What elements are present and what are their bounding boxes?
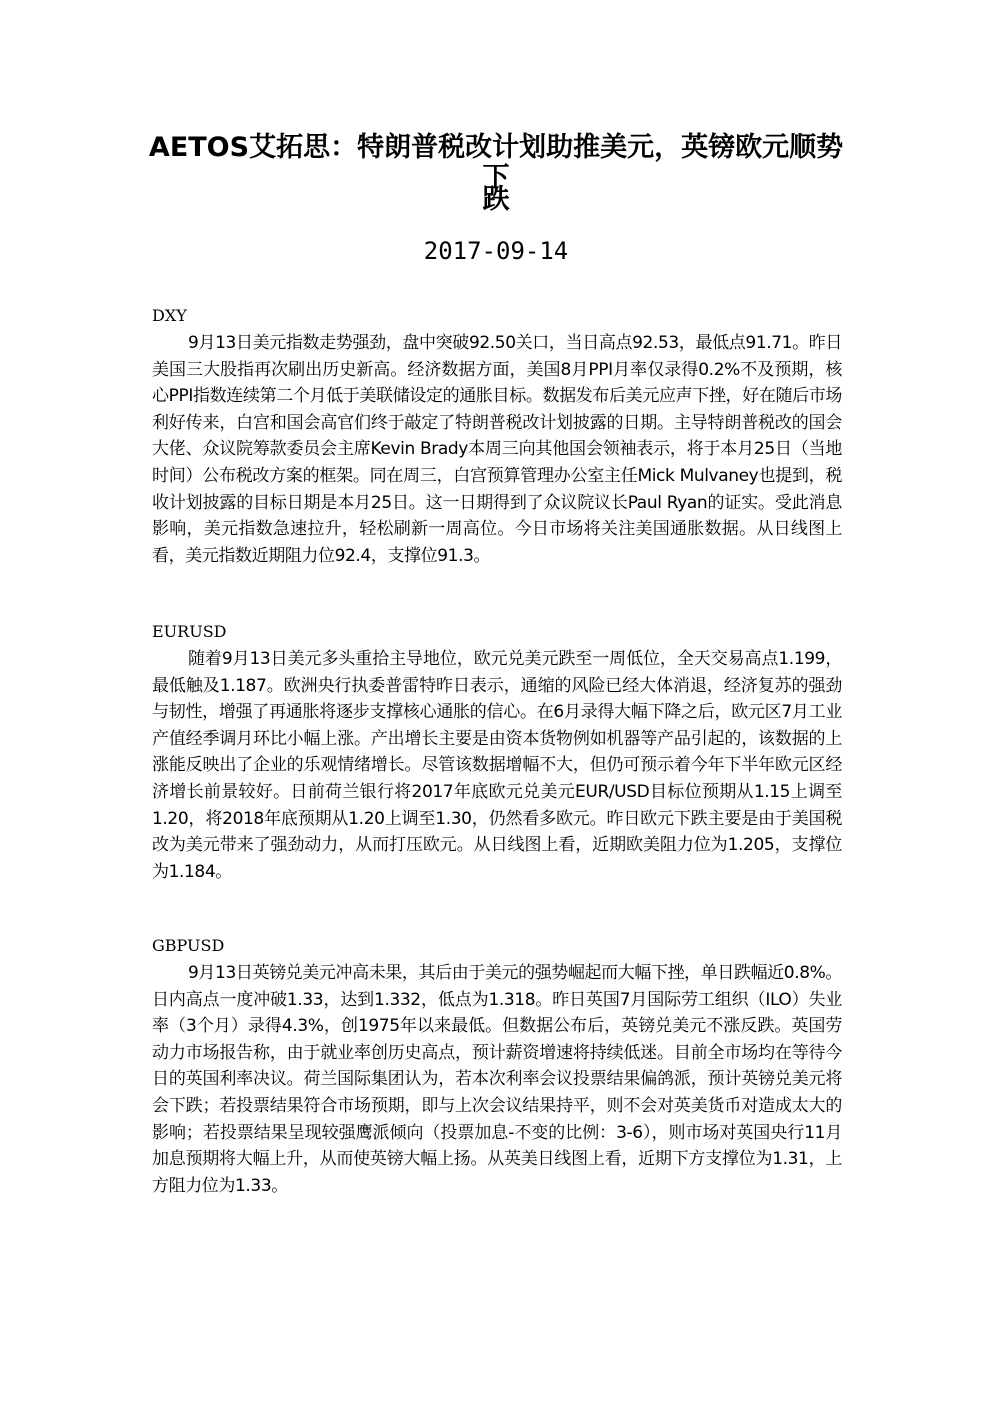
section-heading: DXY — [152, 306, 187, 325]
section-heading: EURUSD — [152, 622, 227, 641]
section-heading: GBPUSD — [152, 936, 225, 955]
document-date: 2017-09-14 — [423, 237, 569, 265]
section-paragraph: 随着9月13日美元多头重拾主导地位，欧元兑美元跌至一周低位，全天交易高点1.199，最低触及1.187。欧洲央行执委普雷特昨日表示，通缩的风险已经大体消退，经济复苏的强劲与韧性，增强了再通胀将逐步支撑核心通胀的信心。在6月录得大幅下降之后，欧元区7月工业产值经季调月环比小幅上涨。产出增长主要是由资本货物例如机器等产品引起的，该数据的上涨能反映出了企业的乐观情绪增长。尽管该数据增幅不大，但仍可预示着今年下半年欧元区经济增长前景较好。日前荷兰银行将2017年底欧元兑美元EUR/USD目标位预期从1.15上调至1.20，将2018年底预期从1.20上调至1.30，仍然看多欧元。昨日欧元下跌主要是由于美国税改为美元带来了强劲动力，从而打压欧元。从日线图上看，近期欧美阻力位为1.205，支撑位为1.184。 — [152, 649, 842, 882]
section-dxy — [152, 306, 842, 569]
section-paragraph: 9月13日英镑兑美元冲高未果，其后由于美元的强势崛起而大幅下挫，单日跌幅近0.8%。日内高点一度冲破1.33，达到1.332，低点为1.318。昨日英国7月国际劳工组织（ILO）失业率（3个月）录得4.3%，创1975年以来最低。但数据公布后，英镑兑美元不涨反跌。英国劳动力市场报告称，由于就业率创历史高点，预计薪资增速将持续低迷。目前全市场均在等待今日的英国利率决议。荷兰国际集团认为，若本次利率会议投票结果偏鸽派，预计英镑兑美元将会下跌；若投票结果符合市场预期，即与上次会议结果持平，则不会对英美货币对造成太大的影响；若投票结果呈现较强鹰派倾向（投票加息-不变的比例：3-6），则市场对英国央行11月加息预期将大幅上升，从而使英镑大幅上扬。从英美日线图上看，近期下方支撑位为1.31，上方阻力位为1.33。 — [152, 963, 842, 1196]
section-paragraph: 9月13日美元指数走势强劲，盘中突破92.50关口，当日高点92.53，最低点91.71。昨日美国三大股指再次刷出历史新高。经济数据方面，美国8月PPI月率仅录得0.2%不及预期，核心PPI指数连续第二个月低于美联储设定的通胀目标。数据发布后美元应声下挫，好在随后市场利好传来，白宫和国会高官们终于敲定了特朗普税改计划披露的日期。主导特朗普税改的国会大佬、众议院筹款委员会主席Kevin Brady本周三向其他国会领袖表示，将于本月25日（当地时间）公布税改方案的框架。同在周三，白宫预算管理办公室主任Mick Mulvaney也提到，税收计划披露的目标日期是本月25日。这一日期得到了众议院议长Paul Ryan的证实。受此消息影响，美元指数急速拉升，轻松刷新一周高位。今日市场将关注美国通胀数据。从日线图上看，美元指数近期阻力位92.4，支撑位91.3。 — [152, 333, 843, 566]
document-title: AETOS艾拓思：特朗普税改计划助推美元，英镑欧元顺势下 — [148, 132, 844, 193]
section-gbpusd — [152, 936, 842, 1199]
document-title-continuation: 跌 — [482, 184, 510, 215]
section-eurusd — [152, 622, 842, 885]
